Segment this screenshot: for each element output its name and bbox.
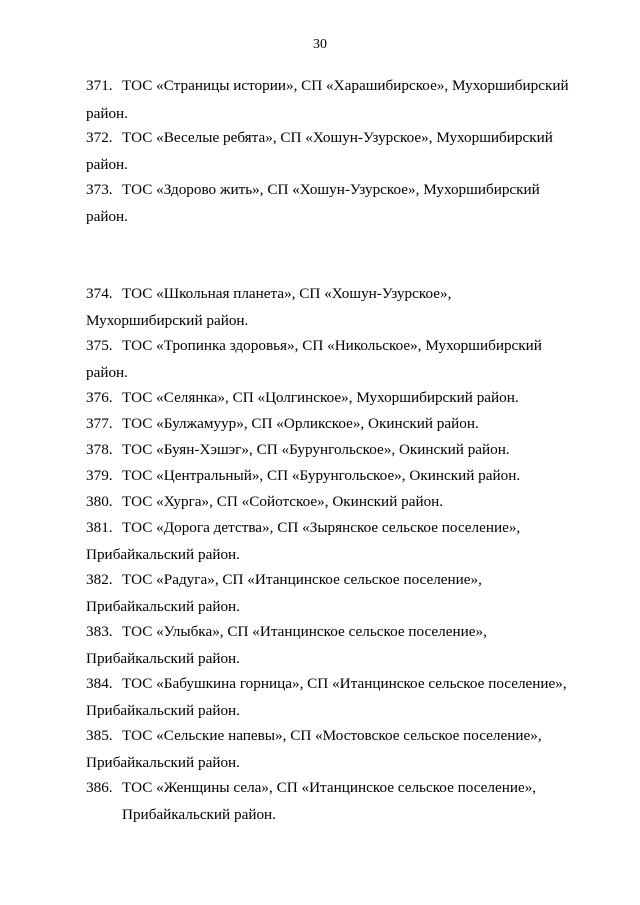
item-number: 374. (86, 285, 113, 302)
item-number: 385. (86, 727, 113, 744)
item-text: ТОС «Школьная планета», СП «Хошун-Узурское», (122, 285, 452, 302)
list-item-375-cont: район. (86, 364, 128, 381)
list-item-382-cont: Прибайкальский район. (86, 598, 240, 615)
list-item-372 (86, 128, 553, 148)
list-item-378 (86, 440, 510, 460)
list-item-374 (86, 284, 451, 304)
item-text: ТОС «Хурга», СП «Сойотское», Окинский район. (122, 493, 444, 510)
list-item-386 (86, 778, 536, 798)
item-number: 373. (86, 181, 113, 198)
list-item-384-cont: Прибайкальский район. (86, 702, 240, 719)
list-item-371 (86, 76, 569, 96)
item-text: ТОС «Веселые ребята», СП «Хошун-Узурское», Мухоршибирский (122, 129, 553, 146)
item-text: ТОС «Дорога детства», СП «Зырянское сельское поселение», (122, 519, 521, 536)
item-text: ТОС «Страницы истории», СП «Харашибирское», Мухоршибирский (122, 77, 569, 94)
item-text: ТОС «Женщины села», СП «Итанцинское сельское поселение», (122, 779, 537, 796)
list-item-386-cont: Прибайкальский район. (122, 806, 276, 823)
item-text: ТОС «Селянка», СП «Цолгинское», Мухоршибирский район. (122, 389, 519, 406)
list-item-384 (86, 674, 567, 694)
item-number: 380. (86, 493, 113, 510)
item-text: ТОС «Буян-Хэшэг», СП «Бурунгольское», Окинский район. (122, 441, 510, 458)
page-number: 30 (313, 37, 327, 52)
list-item-375 (86, 336, 542, 356)
item-number: 375. (86, 337, 113, 354)
list-item-371-cont: район. (86, 105, 128, 122)
item-text: ТОС «Булжамуур», СП «Орликское», Окинский район. (122, 415, 479, 432)
item-text: ТОС «Центральный», СП «Бурунгольское», Окинский район. (122, 467, 521, 484)
list-item-377 (86, 414, 479, 434)
item-text: ТОС «Улыбка», СП «Итанцинское сельское поселение», (122, 623, 487, 640)
list-item-382 (86, 570, 482, 590)
item-number: 386. (86, 779, 113, 796)
list-item-383-cont: Прибайкальский район. (86, 650, 240, 667)
item-number: 371. (86, 77, 113, 94)
item-number: 378. (86, 441, 113, 458)
list-item-381-cont: Прибайкальский район. (86, 546, 240, 563)
list-item-373-cont: район. (86, 208, 128, 225)
item-text: ТОС «Сельские напевы», СП «Мостовское сельское поселение», (122, 727, 542, 744)
item-number: 372. (86, 129, 113, 146)
item-text: ТОС «Бабушкина горница», СП «Итанцинское сельское поселение», (122, 675, 567, 692)
list-item-385 (86, 726, 542, 746)
list-item-383 (86, 622, 487, 642)
item-number: 381. (86, 519, 113, 536)
item-number: 382. (86, 571, 113, 588)
list-item-376 (86, 388, 519, 408)
item-number: 376. (86, 389, 113, 406)
list-item-373 (86, 180, 540, 200)
item-number: 379. (86, 467, 113, 484)
list-item-380 (86, 492, 443, 512)
item-text: ТОС «Радуга», СП «Итанцинское сельское поселение», (122, 571, 482, 588)
item-text: ТОС «Тропинка здоровья», СП «Никольское», Мухоршибирский (122, 337, 542, 354)
list-item-385-cont: Прибайкальский район. (86, 754, 240, 771)
list-item-372-cont: район. (86, 156, 128, 173)
item-number: 377. (86, 415, 113, 432)
list-item-379 (86, 466, 520, 486)
item-number: 384. (86, 675, 113, 692)
list-item-374-cont: Мухоршибирский район. (86, 312, 249, 329)
item-text: ТОС «Здорово жить», СП «Хошун-Узурское», Мухоршибирский (122, 181, 540, 198)
item-number: 383. (86, 623, 113, 640)
list-item-381 (86, 518, 520, 538)
